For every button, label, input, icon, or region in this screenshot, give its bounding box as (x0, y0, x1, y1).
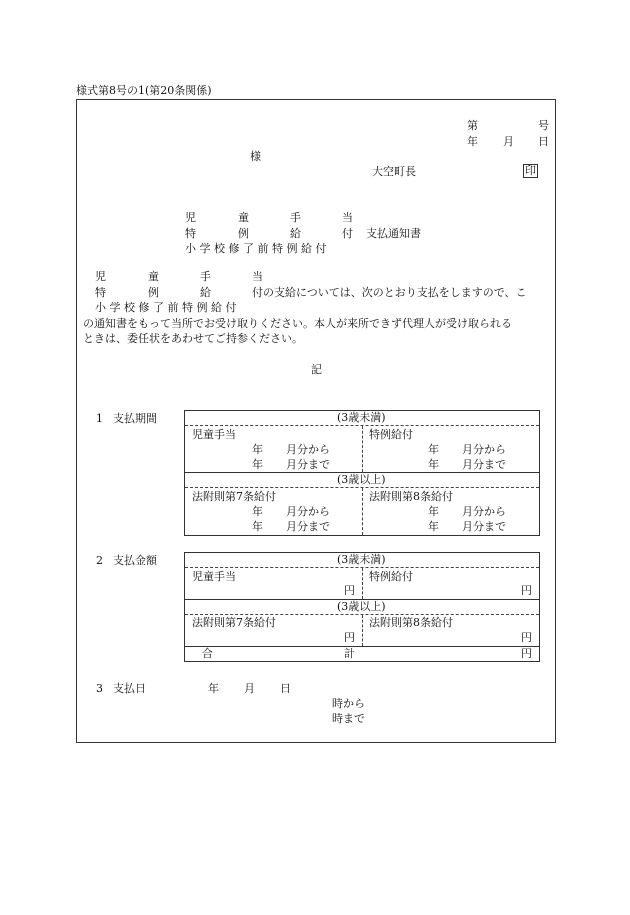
period-vdivider-bottom (362, 488, 363, 535)
period-tokurei-from: 月分から (462, 443, 506, 456)
period-f8-from: 月分から (462, 505, 506, 518)
period-jido-year-from: 年 (252, 443, 263, 456)
amount-f7-yen: 円 (344, 631, 355, 644)
form-title: 様式第8号の1(第20条関係) (76, 84, 212, 97)
payday-day: 日 (280, 682, 291, 695)
date-day: 日 (538, 135, 549, 148)
amount-jido-yen: 円 (344, 584, 355, 597)
period-f7-from: 月分から (286, 505, 330, 518)
period-fusoku7-label: 法附則第7条給付 (192, 490, 276, 503)
amount-total-right: 計 (344, 647, 355, 660)
section1-number: 1 (96, 412, 103, 425)
period-tokurei-label: 特例給付 (369, 428, 413, 441)
amount-tokurei-label: 特例給付 (369, 570, 413, 583)
section2-number: 2 (96, 554, 103, 567)
section3-number: 3 (96, 682, 103, 695)
body-line5: ときは、委任状をあわせてご持参ください。 (83, 332, 303, 345)
amount-total-yen: 円 (521, 647, 532, 660)
title-jido-1: 児 (185, 211, 196, 224)
issuer-name: 大空町長 (372, 165, 416, 178)
period-tokurei-to: 月分まで (462, 458, 506, 471)
amount-fusoku7-label: 法附則第7条給付 (192, 616, 276, 629)
title-shogakko: 小 学 校 修 了 前 特 例 給 付 (185, 242, 327, 255)
body-line2-text: 付の支給については、次のとおり支払をしますので、こ (252, 286, 527, 299)
body-jido-1: 児 (95, 270, 106, 283)
amount-fusoku8-label: 法附則第8条給付 (369, 616, 453, 629)
amount-over3-label: (3歳以上) (337, 600, 386, 613)
title-tokurei-1: 特 (185, 227, 196, 240)
number-prefix: 第 (467, 119, 478, 132)
period-over3-label: (3歳以上) (337, 473, 386, 486)
title-jido-2: 童 (238, 211, 249, 224)
section1-label: 支払期間 (113, 412, 157, 425)
period-jido-year-to: 年 (252, 458, 263, 471)
number-suffix: 号 (538, 119, 549, 132)
date-month: 月 (503, 135, 514, 148)
period-f8-year-from: 年 (428, 505, 439, 518)
period-jido-teate-label: 児童手当 (192, 428, 236, 441)
period-jido-from: 月分から (286, 443, 330, 456)
amount-jido-teate-label: 児童手当 (192, 570, 236, 583)
payday-time-to: 時まで (332, 712, 365, 725)
period-tokurei-year-to: 年 (428, 458, 439, 471)
period-jido-to: 月分まで (286, 458, 330, 471)
amount-under3-label: (3歳未満) (337, 553, 386, 566)
section3-label: 支払日 (113, 682, 146, 695)
period-f7-to: 月分まで (286, 520, 330, 533)
title-tokurei-2: 例 (238, 227, 249, 240)
amount-total-left: 合 (202, 647, 213, 660)
title-tokurei-3: 給 (290, 227, 301, 240)
section2-label: 支払金額 (113, 554, 157, 567)
body-line4: の通知書をもって当所でお受け取りください。本人が来所できず代理人が受け取られる (83, 317, 512, 330)
payday-time-from: 時から (332, 697, 365, 710)
addressee-suffix: 様 (250, 150, 261, 163)
body-tokurei-1: 特 (95, 286, 106, 299)
amount-f8-yen: 円 (521, 631, 532, 644)
period-f7-year-to: 年 (252, 520, 263, 533)
title-jido-3: 手 (290, 211, 301, 224)
payday-month: 月 (244, 682, 255, 695)
title-suffix: 支払通知書 (366, 227, 421, 240)
period-vdivider-top (362, 426, 363, 472)
seal-mark: 印 (525, 164, 536, 177)
ki-heading: 記 (311, 363, 322, 376)
period-tokurei-year-from: 年 (428, 443, 439, 456)
body-jido-3: 手 (200, 270, 211, 283)
amount-tokurei-yen: 円 (521, 584, 532, 597)
body-tokurei-3: 給 (200, 286, 211, 299)
period-f8-year-to: 年 (428, 520, 439, 533)
body-jido-2: 童 (148, 270, 159, 283)
period-under3-label: (3歳未満) (337, 411, 386, 424)
period-f7-year-from: 年 (252, 505, 263, 518)
period-fusoku8-label: 法附則第8条給付 (369, 490, 453, 503)
period-f8-to: 月分まで (462, 520, 506, 533)
date-year: 年 (467, 135, 478, 148)
amount-vdivider-top (362, 568, 363, 599)
body-tokurei-2: 例 (148, 286, 159, 299)
amount-total-divider (185, 646, 539, 647)
title-tokurei-4: 付 (342, 227, 353, 240)
title-jido-4: 当 (342, 211, 353, 224)
body-shogakko: 小 学 校 修 了 前 特 例 給 付 (95, 301, 237, 314)
body-jido-4: 当 (252, 270, 263, 283)
payday-year: 年 (208, 682, 219, 695)
amount-vdivider-bottom (362, 615, 363, 646)
